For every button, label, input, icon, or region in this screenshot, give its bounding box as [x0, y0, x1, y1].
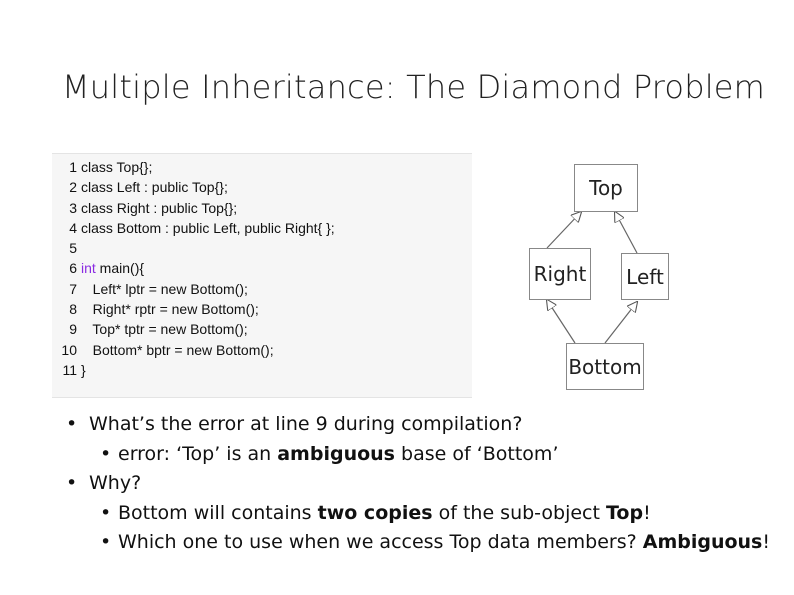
- code-line: [52, 177, 472, 197]
- code-line: [52, 157, 472, 177]
- bullet-answer-ambiguous: • Which one to use when we access Top data members? Ambiguous!: [100, 531, 770, 553]
- line-number: 5: [69, 240, 77, 257]
- bullet-answer-error: • error: ‘Top’ is an ambiguous base of ‘Bottom’: [100, 442, 559, 465]
- bullet-answer-copies: • Bottom will contains two copies of the sub-object Top!: [100, 501, 651, 524]
- code-line: [52, 198, 472, 218]
- code-text: Left* lptr = new Bottom();: [92, 280, 248, 297]
- bottom-to-left-arrow: [605, 302, 637, 343]
- line-number: 8: [69, 301, 77, 318]
- line-number: 3: [69, 199, 77, 216]
- line-number: 1: [69, 159, 77, 175]
- code-line: [52, 360, 472, 380]
- code-line: [52, 279, 472, 299]
- code-line: [52, 258, 472, 278]
- line-number: 11: [62, 361, 77, 378]
- bullet-question-why: • Why?: [66, 472, 142, 494]
- right-to-top-arrow: [547, 212, 581, 248]
- bullet-question-error: • What’s the error at line 9 during compilation?: [66, 413, 523, 435]
- line-number: 10: [61, 341, 77, 358]
- class-box-bottom: Bottom: [566, 343, 644, 390]
- class-box-right: Right: [529, 248, 591, 300]
- code-line: [52, 218, 472, 238]
- code-text: class Left : public Top{};: [81, 179, 228, 196]
- code-keyword: int: [81, 260, 96, 277]
- code-indent: [81, 301, 93, 317]
- code-indent: [81, 342, 93, 358]
- bullet-list: [66, 410, 770, 558]
- code-text: class Bottom : public Left, public Right{ };: [81, 219, 335, 236]
- code-text: }: [81, 361, 86, 378]
- code-text: class Right : public Top{};: [81, 199, 238, 216]
- code-line: [52, 340, 472, 360]
- code-text: class Top{};: [81, 159, 153, 175]
- bottom-to-right-arrow: [547, 300, 575, 343]
- line-number: 4: [69, 219, 77, 236]
- left-to-top-arrow: [615, 212, 637, 253]
- slide-title: Multiple Inheritance: The Diamond Problem: [62, 68, 766, 106]
- code-indent: [81, 321, 92, 337]
- code-indent: [81, 281, 93, 297]
- code-text: Bottom* bptr = new Bottom();: [92, 341, 274, 358]
- code-block: [52, 153, 472, 398]
- line-number: 9: [69, 321, 77, 338]
- class-box-top: Top: [574, 164, 638, 212]
- code-text: main(){: [95, 260, 145, 277]
- line-number: 2: [69, 179, 77, 196]
- line-number: 6: [69, 260, 77, 277]
- code-line: [52, 238, 472, 258]
- code-line: [52, 299, 472, 319]
- code-text: Top* tptr = new Bottom();: [92, 321, 248, 338]
- code-line: [52, 319, 472, 339]
- class-box-left: Left: [621, 253, 669, 300]
- line-number: 7: [69, 280, 77, 297]
- code-text: Right* rptr = new Bottom();: [92, 301, 259, 318]
